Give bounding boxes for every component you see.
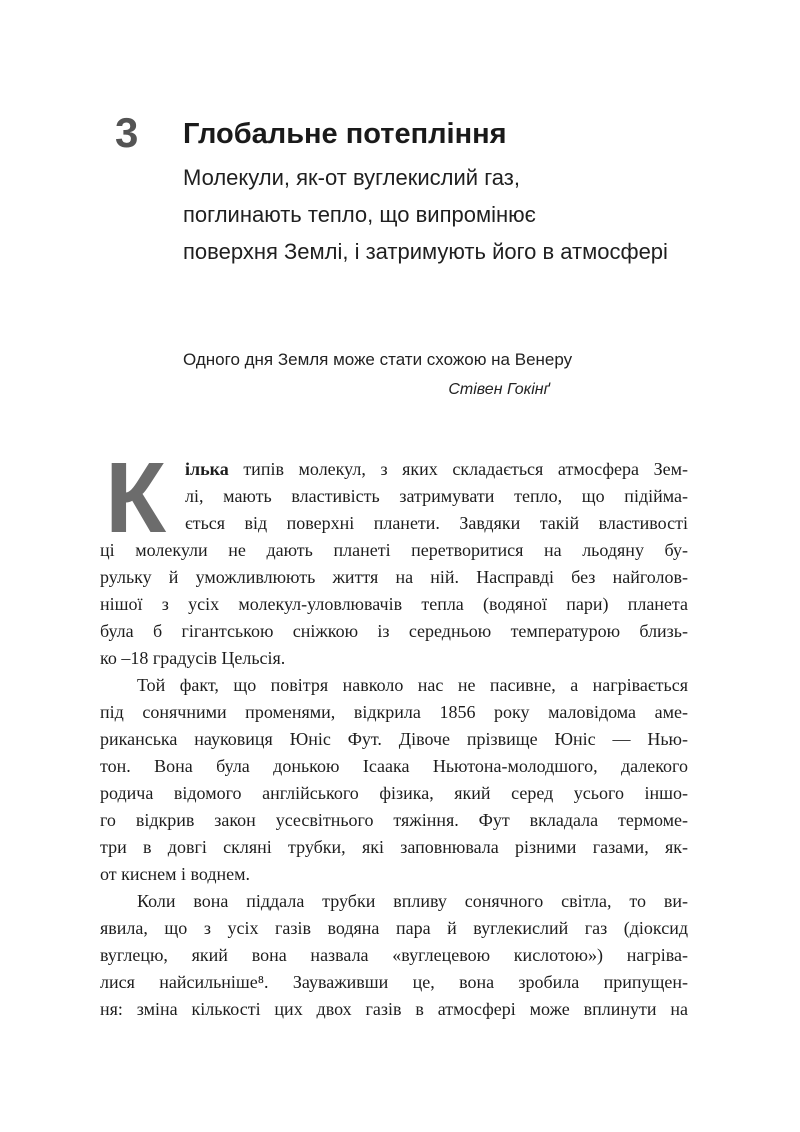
text-line xyxy=(185,456,688,483)
text-line: ється від поверхні планети. Завдяки такій властивості xyxy=(185,513,688,533)
text-line: Той факт, що повітря навколо нас не пасивне, а нагрівається xyxy=(137,675,688,695)
subtitle-line: поглинають тепло, що випромінює xyxy=(183,202,536,227)
epigraph-text: Одного дня Земля може стати схожою на Венеру xyxy=(183,350,573,369)
text-line: під сонячними променями, відкрила 1856 року маловідома аме- xyxy=(100,702,688,722)
text-line: явила, що з усіх газів водяна пара й вуглекислий газ (діоксид xyxy=(100,918,688,938)
text-line: вуглецю, який вона назвала «вуглецевою кислотою») нагріва- xyxy=(100,945,688,965)
chapter-header xyxy=(183,116,668,270)
subtitle-line: Молекули, як-от вуглекислий газ, xyxy=(183,165,520,190)
lead-word: ілька xyxy=(185,459,229,479)
text-line: тон. Вона була донькою Ісаака Ньютона-молодшого, далекого xyxy=(100,756,688,776)
text-line: Коли вона піддала трубки впливу сонячного світла, то ви- xyxy=(137,891,688,911)
text-line: риканська науковиця Юніс Фут. Дівоче прізвище Юніс — Нью- xyxy=(100,729,688,749)
paragraph-2 xyxy=(100,672,688,888)
text-line: от киснем і воднем. xyxy=(100,864,251,884)
text-line: ко –18 градусів Цельсія. xyxy=(100,648,286,668)
text-line: ня: зміна кількості цих двох газів в атмосфері може вплинути на xyxy=(100,999,688,1019)
subtitle-line: поверхня Землі, і затримують його в атмосфері xyxy=(183,239,668,264)
chapter-number: 3 xyxy=(115,109,139,156)
text-line: три в довгі скляні трубки, які заповнювала різними газами, як- xyxy=(100,837,688,857)
text-line: родича відомого англійського фізика, який серед усього іншо- xyxy=(100,783,688,803)
text-line-rest: типів молекул, з яких складається атмосфера Зем- xyxy=(228,459,688,479)
epigraph xyxy=(183,348,573,400)
text-line: рульку й уможливлюють життя на ній. Насправді без найголов- xyxy=(100,567,688,587)
chapter-title: Глобальне потепління xyxy=(183,118,507,150)
chapter-subtitle xyxy=(183,159,668,270)
text-line: лі, мають властивість затримувати тепло, що підійма- xyxy=(185,486,688,506)
text-line: го відкрив закон усесвітнього тяжіння. Фут вкладала термоме- xyxy=(100,810,688,830)
text-line: лися найсильніше⁸. Зауваживши це, вона зробила припущен- xyxy=(100,972,688,992)
body-text xyxy=(100,442,688,1023)
epigraph-author: Стівен Гокінґ xyxy=(448,381,549,398)
paragraph-3 xyxy=(100,888,688,1023)
dropcap-letter: К xyxy=(105,442,167,554)
paragraph-1 xyxy=(100,442,688,672)
text-line: нішої з усіх молекул-уловлювачів тепла (водяної пари) планета xyxy=(100,594,688,614)
text-line: була б гігантською сніжкою із середньою температурою близь- xyxy=(100,621,688,641)
text-line: ці молекули не дають планеті перетворитися на льодяну бу- xyxy=(100,540,688,560)
